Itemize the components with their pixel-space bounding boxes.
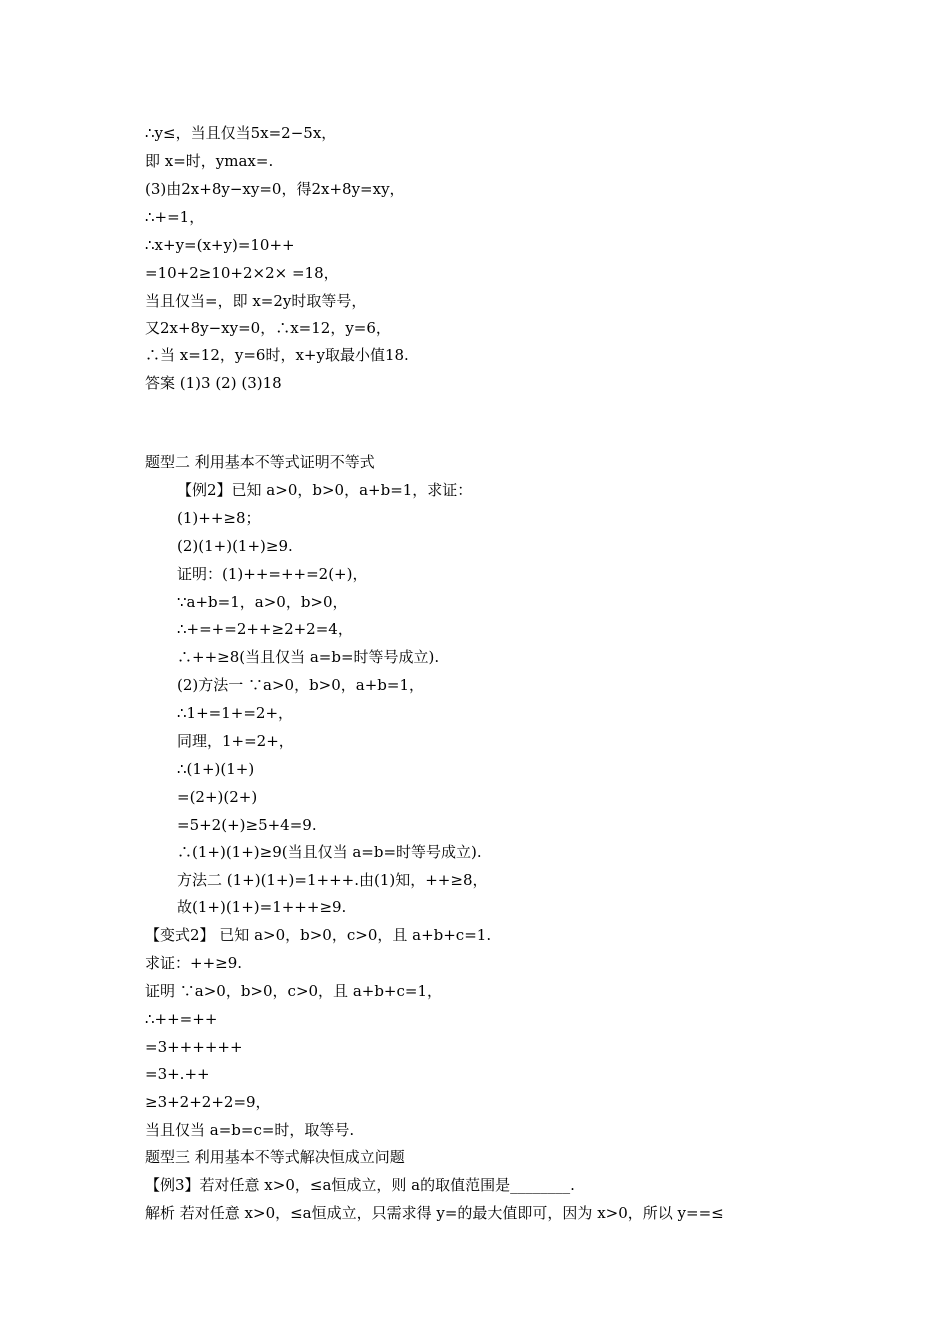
text-line: ∴+=1， bbox=[145, 208, 205, 226]
text-line: (3)由2x+8y−xy=0，得2x+8y=xy， bbox=[145, 180, 405, 198]
text-line: ∴1+=1+=2+， bbox=[177, 704, 294, 722]
text-line: 证明 ∵a>0，b>0，c>0，且 a+b+c=1， bbox=[145, 982, 443, 1000]
example-heading: 【例3】若对任意 x>0，≤a恒成立，则 a的取值范围是________. bbox=[145, 1176, 575, 1194]
text-line: =3++++++ bbox=[145, 1038, 243, 1056]
text-line: =3+.++ bbox=[145, 1065, 210, 1083]
text-line: 当且仅当 a=b=c=时，取等号. bbox=[145, 1121, 355, 1139]
text-line: =5+2(+)≥5+4=9. bbox=[177, 816, 317, 834]
text-line: 当且仅当=，即 x=2y时取等号， bbox=[145, 292, 367, 310]
text-line: =(2+)(2+) bbox=[177, 788, 258, 806]
text-line: 方法二 (1+)(1+)=1+++.由(1)知，++≥8， bbox=[177, 871, 488, 889]
section-heading: 题型二 利用基本不等式证明不等式 bbox=[145, 453, 375, 471]
text-line: 即 x=时，ymax=. bbox=[145, 152, 274, 170]
text-line: (2)方法一 ∵a>0，b>0，a+b=1， bbox=[177, 676, 425, 694]
text-line: 同理，1+=2+， bbox=[177, 732, 294, 750]
text-line: =10+2≥10+2×2× =18， bbox=[145, 264, 339, 282]
text-line: (1)++≥8； bbox=[177, 509, 261, 527]
text-line: 故(1+)(1+)=1+++≥9. bbox=[177, 898, 347, 916]
text-line: ∴++≥8(当且仅当 a=b=时等号成立). bbox=[177, 648, 440, 666]
text-line: 解析 若对任意 x>0，≤a恒成立，只需求得 y=的最大值即可，因为 x>0，所以 y==≤ bbox=[145, 1204, 724, 1222]
section-heading: 题型三 利用基本不等式解决恒成立问题 bbox=[145, 1148, 405, 1166]
variant-heading: 【变式2】 已知 a>0，b>0，c>0，且 a+b+c=1. bbox=[145, 926, 492, 944]
text-line: ∴当 x=12，y=6时，x+y取最小值18. bbox=[145, 346, 409, 364]
answer-line: 答案 (1)3 (2) (3)18 bbox=[145, 374, 282, 392]
example-heading: 【例2】已知 a>0，b>0，a+b=1，求证： bbox=[177, 481, 473, 499]
text-line: 求证：++≥9. bbox=[145, 954, 243, 972]
text-line: 又2x+8y−xy=0，∴x=12，y=6， bbox=[145, 319, 391, 337]
text-line: ∴(1+)(1+)≥9(当且仅当 a=b=时等号成立). bbox=[177, 843, 482, 861]
text-line: ∵a+b=1，a>0，b>0， bbox=[177, 593, 348, 611]
text-line: ∴++=++ bbox=[145, 1010, 218, 1028]
text-line: ∴x+y=(x+y)=10++ bbox=[145, 236, 295, 254]
text-line: (2)(1+)(1+)≥9. bbox=[177, 537, 293, 555]
text-line: ∴y≤，当且仅当5x=2−5x， bbox=[145, 124, 337, 142]
text-line: 证明：(1)++=++=2(+)， bbox=[177, 565, 368, 583]
text-line: ∴(1+)(1+) bbox=[177, 760, 255, 778]
text-line: ≥3+2+2+2=9， bbox=[145, 1093, 271, 1111]
text-line: ∴+=+=2++≥2+2=4， bbox=[177, 620, 353, 638]
